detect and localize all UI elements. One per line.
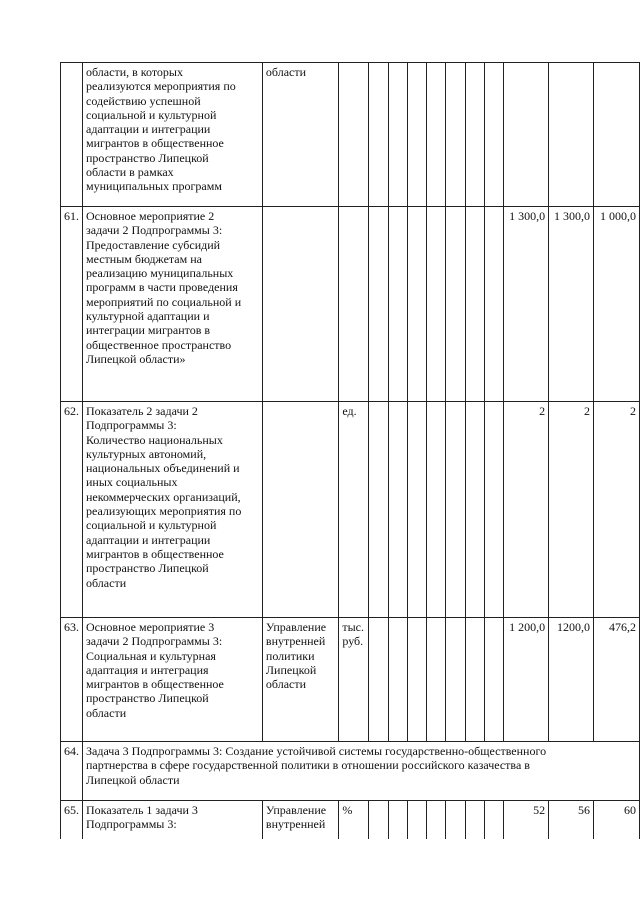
row-number: 65.: [61, 801, 83, 839]
value-year-3: 1 000,0: [594, 207, 640, 402]
value-year-3: 2: [594, 402, 640, 618]
value-year-3: 476,2: [594, 618, 640, 742]
value-year-1: 1 200,0: [504, 618, 549, 742]
row-number: 63.: [61, 618, 83, 742]
value-year-1: [504, 63, 549, 207]
task-description: Задача 3 Подпрограммы 3: Создание устойчивой системы государственно-общественного партнерства в сфере государственной политики в отношении российского казачества в Липецкой области: [83, 742, 640, 801]
indicator-name: Основное мероприятие 3 задачи 2 Подпрограммы 3: Социальная и культурная адаптация и интеграция мигрантов в общественное пространство Липецкой области: [83, 618, 263, 742]
row-number: [61, 63, 83, 207]
indicator-name: Показатель 2 задачи 2 Подпрограммы 3: Количество национальных культурных автономий, национальных объединений и иных социальных некоммерческих организаций, реализующих мероприятия по социальной и культурной адаптации и интеграции мигрантов в общественное пространство Липецкой области: [83, 402, 263, 618]
row-number: 62.: [61, 402, 83, 618]
responsible-executor: [262, 207, 338, 402]
unit: %: [339, 801, 369, 839]
table-row: [61, 618, 640, 742]
responsible-executor: Управление внутренней: [262, 801, 338, 839]
value-year-2: 1 300,0: [549, 207, 594, 402]
program-indicators-table: [60, 62, 640, 839]
indicator-name: Основное мероприятие 2 задачи 2 Подпрограммы 3: Предоставление субсидий местным бюджетам на реализацию муниципальных программ в части проведения мероприятий по социальной и культурной адаптации и интеграции мигрантов в общественное пространство Липецкой области»: [83, 207, 263, 402]
indicator-name: Показатель 1 задачи 3 Подпрограммы 3:: [83, 801, 263, 839]
value-year-1: 1 300,0: [504, 207, 549, 402]
value-year-1: 2: [504, 402, 549, 618]
value-year-1: 52: [504, 801, 549, 839]
value-year-2: 1200,0: [549, 618, 594, 742]
unit: [339, 207, 369, 402]
table-row: [61, 742, 640, 801]
table-row: [61, 402, 640, 618]
value-year-3: 60: [594, 801, 640, 839]
table-row: [61, 207, 640, 402]
responsible-executor: области: [262, 63, 338, 207]
unit: [339, 63, 369, 207]
table-row: [61, 801, 640, 839]
unit: ед.: [339, 402, 369, 618]
indicator-name: области, в которых реализуются мероприятия по содействию успешной социальной и культурной адаптации и интеграции мигрантов в общественное пространство Липецкой области в рамках муниципальных программ: [83, 63, 263, 207]
responsible-executor: Управление внутренней политики Липецкой области: [262, 618, 338, 742]
responsible-executor: [262, 402, 338, 618]
unit: тыс. руб.: [339, 618, 369, 742]
value-year-2: 2: [549, 402, 594, 618]
row-number: 64.: [61, 742, 83, 801]
value-year-2: [549, 63, 594, 207]
row-number: 61.: [61, 207, 83, 402]
table-row: [61, 63, 640, 207]
value-year-3: [594, 63, 640, 207]
value-year-2: 56: [549, 801, 594, 839]
